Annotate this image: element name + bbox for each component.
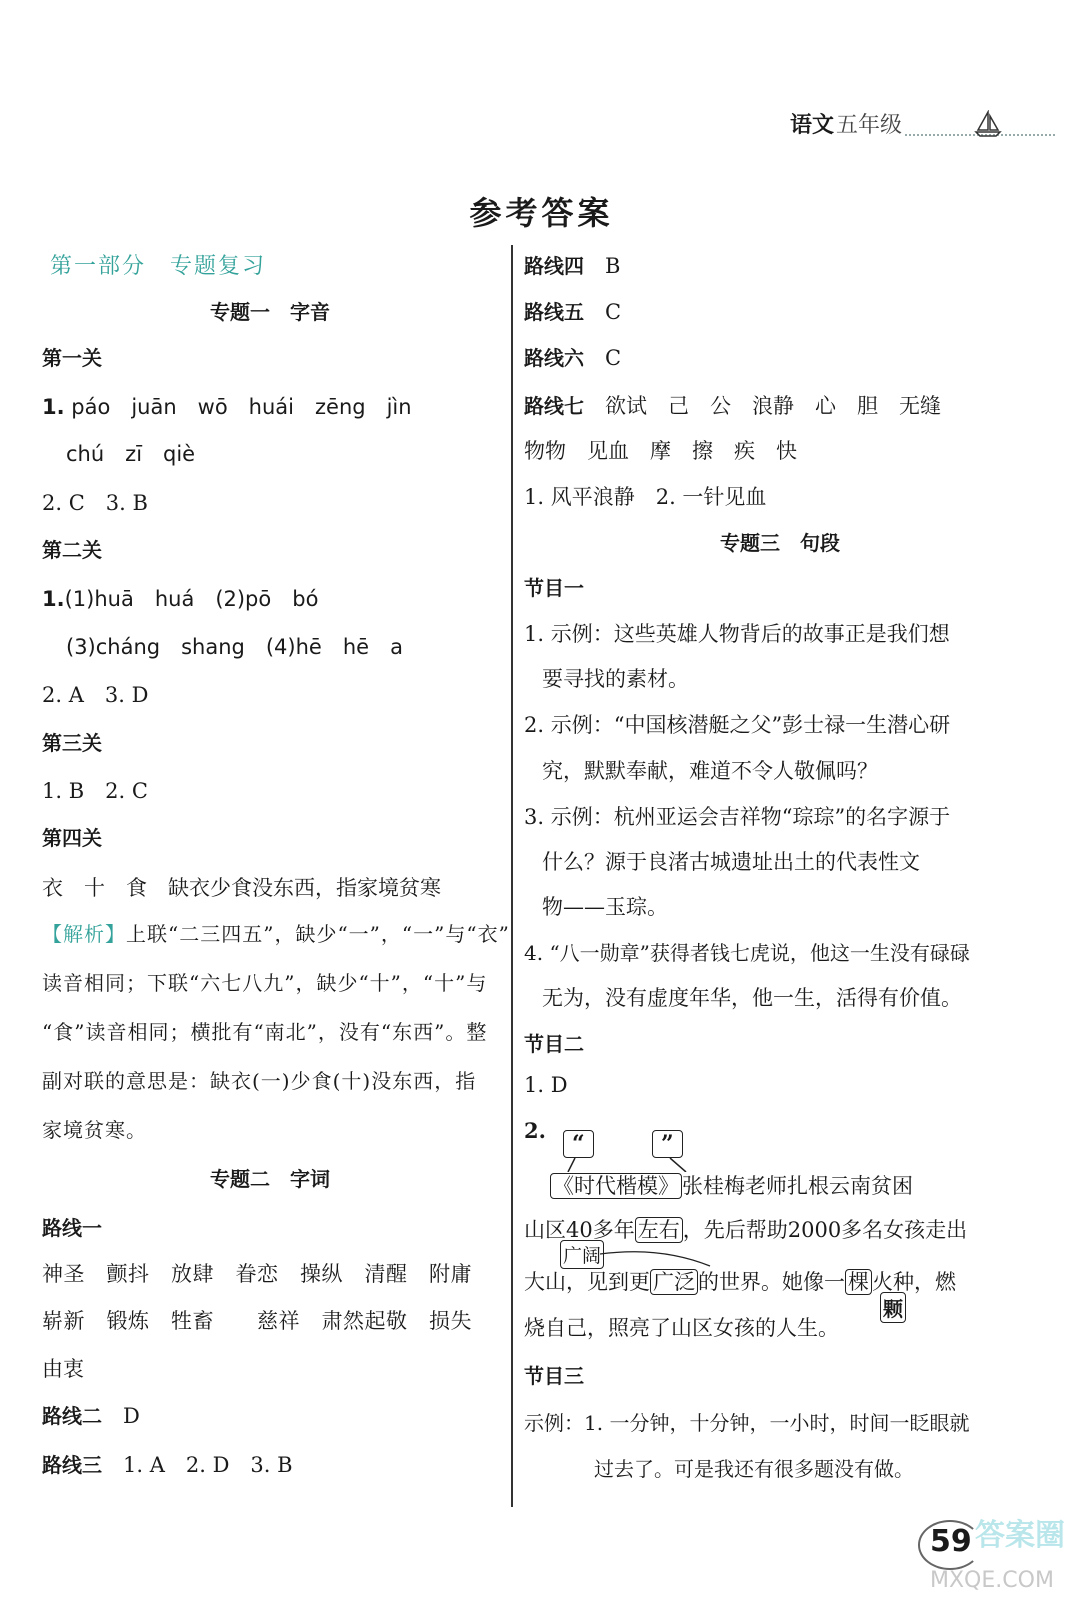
- route-3: 路线三 1. A 2. D 3. B: [42, 1453, 293, 1477]
- number: 1.: [42, 395, 65, 419]
- program-3-heading: 节目三: [524, 1364, 584, 1388]
- analysis-line-2: 读音相同；下联“六七八九”，缺少“十”，“十”与: [42, 971, 488, 995]
- program-2-item-2: 2.: [524, 1118, 546, 1143]
- header-subject: 语文: [790, 113, 835, 138]
- program-1-item-3b: 什么？源于良渚古城遗址出土的代表性文: [542, 850, 920, 874]
- analysis-line-5: 家境贫寒。: [42, 1118, 147, 1142]
- pinyin: (1)huā huá (2)pō bó: [64, 587, 319, 611]
- program-1-item-3c: 物——玉琮。: [542, 895, 668, 919]
- program-1-item-1: 1. 示例：这些英雄人物背后的故事正是我们想: [524, 622, 950, 646]
- analysis-line-4: 副对联的意思是：缺衣(一)少食(十)没东西，指: [42, 1069, 477, 1093]
- route-7-answer-b: 物物 见血 摩 擦 疾 快: [524, 439, 797, 463]
- part-title: 第一部分 专题复习: [50, 254, 267, 279]
- replaced-word-box: 广泛: [650, 1269, 698, 1295]
- level-1-answer-a: [42, 391, 412, 421]
- analysis-tag: 【解析】: [42, 922, 126, 946]
- header-grade: 五年级: [836, 113, 903, 138]
- level-2-answer-b: (3)cháng shang (4)hē hē a: [66, 635, 403, 659]
- topic-1-heading: 专题一 字音: [210, 300, 330, 324]
- route-2: 路线二 D: [42, 1404, 140, 1428]
- number: 1.: [42, 587, 65, 611]
- route-4: 路线四 B: [524, 254, 621, 278]
- insert-word-box: 广阔: [560, 1240, 604, 1269]
- analysis-line-3: “食”读音相同；横批有“南北”，没有“东西”。整: [42, 1020, 488, 1044]
- quote-mark-left: “: [563, 1130, 594, 1158]
- program-1-item-1b: 要寻找的素材。: [542, 667, 689, 691]
- correct-measure-word-box: 颗: [880, 1292, 906, 1323]
- level-1-heading: 第一关: [42, 346, 102, 370]
- edit-line-2: 山区40多年 左右 ，先后帮助2000多名女孩走出: [524, 1218, 968, 1242]
- page-title: 参考答案: [469, 194, 614, 232]
- program-2-heading: 节目二: [524, 1032, 584, 1056]
- route-1-answer-c: 由衷: [42, 1357, 84, 1381]
- program-1-heading: 节目一: [524, 576, 584, 600]
- level-3-answer: 1. B 2. C: [42, 779, 148, 803]
- column-divider: [511, 245, 513, 1507]
- level-1-answer-b: chú zī qiè: [66, 442, 196, 466]
- quote-mark-right: ”: [652, 1130, 683, 1158]
- program-3-item-1: 示例：1. 一分钟，十分钟，一小时，时间一眨眼就: [524, 1411, 970, 1435]
- pinyin: páo juān wō huái zēng jìn: [71, 395, 412, 419]
- program-1-item-2: 2. 示例：“中国核潜艇之父”彭士禄一生潜心研: [524, 713, 951, 737]
- route-6: 路线六 C: [524, 346, 622, 370]
- program-1-item-3: 3. 示例：杭州亚运会吉祥物“琮琮”的名字源于: [524, 805, 951, 829]
- program-2-item-1: 1. D: [524, 1073, 568, 1097]
- level-4-answer: 衣 十 食 缺衣少食没东西，指家境贫寒: [42, 876, 441, 900]
- edit-line-3: 大山，见到更 广泛 的世界。她像一 棵 火种，燃: [524, 1270, 956, 1294]
- watermark-url: MXQE.COM: [930, 1568, 1054, 1593]
- level-2-heading: 第二关: [42, 538, 102, 562]
- route-5: 路线五 C: [524, 300, 622, 324]
- measure-word-box: 棵: [845, 1269, 872, 1295]
- route-1-answer-b: 崭新 锻炼 牲畜 慈祥 肃然起敬 损失: [42, 1309, 472, 1333]
- book-title-boxed: 《时代楷模》: [550, 1173, 682, 1199]
- level-4-heading: 第四关: [42, 826, 102, 850]
- level-1-answer-c: 2. C 3. B: [42, 491, 148, 515]
- route-7-answer-c: 1. 风平浪静 2. 一针见血: [524, 485, 767, 509]
- watermark: 答案圈: [975, 1518, 1065, 1553]
- route-1-answer-a: 神圣 颤抖 放肆 眷恋 操纵 清醒 附庸: [42, 1262, 472, 1286]
- program-1-item-4b: 无为，没有虚度年华，他一生，活得有价值。: [542, 986, 962, 1010]
- topic-2-heading: 专题二 字词: [210, 1167, 330, 1191]
- edit-line-4: 烧自己，照亮了山区女孩的人生。: [524, 1316, 839, 1340]
- level-3-heading: 第三关: [42, 731, 102, 755]
- sailboat-icon: [974, 110, 1002, 138]
- level-2-answer-c: 2. A 3. D: [42, 683, 149, 707]
- page-number: 59: [930, 1524, 972, 1559]
- route-1-heading: 路线一: [42, 1216, 102, 1240]
- topic-3-heading: 专题三 句段: [720, 531, 840, 555]
- deleted-word-box: 左右: [635, 1217, 683, 1243]
- route-7: 路线七 欲试 己 公 浪静 心 胆 无缝: [524, 394, 941, 418]
- program-1-item-4: 4. “八一勋章”获得者钱七虎说，他这一生没有碌碌: [524, 941, 970, 965]
- level-2-answer-a: [42, 583, 318, 613]
- program-1-item-2b: 究，默默奉献，难道不令人敬佩吗？: [542, 759, 878, 783]
- analysis-line-1: 【解析】上联“二三四五”，缺少“一”，“一”与“衣”: [42, 922, 510, 946]
- edit-line-1: 《时代楷模》 张桂梅老师扎根云南贫困: [550, 1170, 913, 1200]
- program-3-item-1b: 过去了。可是我还有很多题没有做。: [594, 1457, 914, 1481]
